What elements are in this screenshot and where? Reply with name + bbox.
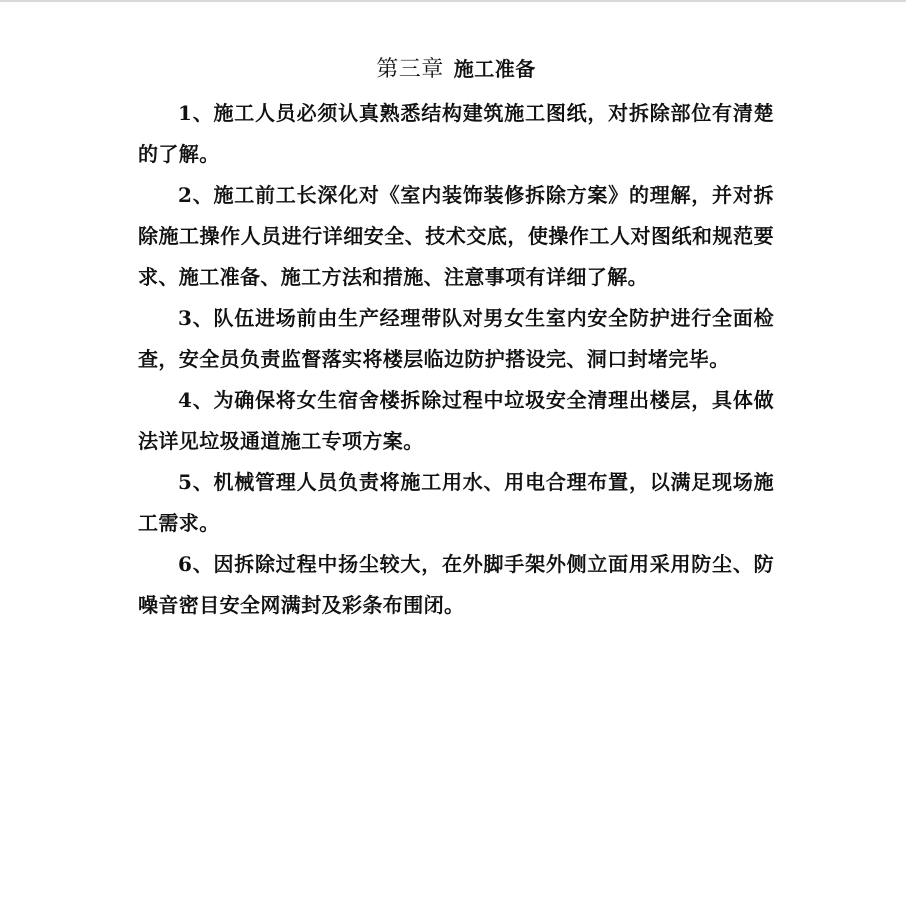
paragraph-3: 3、队伍进场前由生产经理带队对男女生室内安全防护进行全面检查，安全员负责监督落实将楼层临边防护搭设完、洞口封堵完毕。	[138, 306, 774, 371]
paragraph-4: 4、为确保将女生宿舍楼拆除过程中垃圾安全清理出楼层，具体做法详见垃圾通道施工专项方案。	[138, 388, 774, 453]
chapter-title	[138, 50, 774, 89]
document-page	[138, 50, 774, 626]
paragraph-5: 5、机械管理人员负责将施工用水、用电合理布置，以满足现场施工需求。	[138, 470, 774, 535]
chapter-name: 施工准备	[453, 57, 536, 81]
paragraph-1: 1、施工人员必须认真熟悉结构建筑施工图纸，对拆除部位有清楚的了解。	[138, 101, 774, 166]
paragraph-6: 6、因拆除过程中扬尘较大，在外脚手架外侧立面用采用防尘、防噪音密目安全网满封及彩条布围闭。	[138, 552, 774, 617]
chapter-label: 第三章	[376, 57, 444, 82]
paragraph-2: 2、施工前工长深化对《室内装饰装修拆除方案》的理解，并对拆除施工操作人员进行详细安全、技术交底，使操作工人对图纸和规范要求、施工准备、施工方法和措施、注意事项有详细了解。	[138, 183, 774, 289]
page-top-border	[0, 0, 906, 2]
